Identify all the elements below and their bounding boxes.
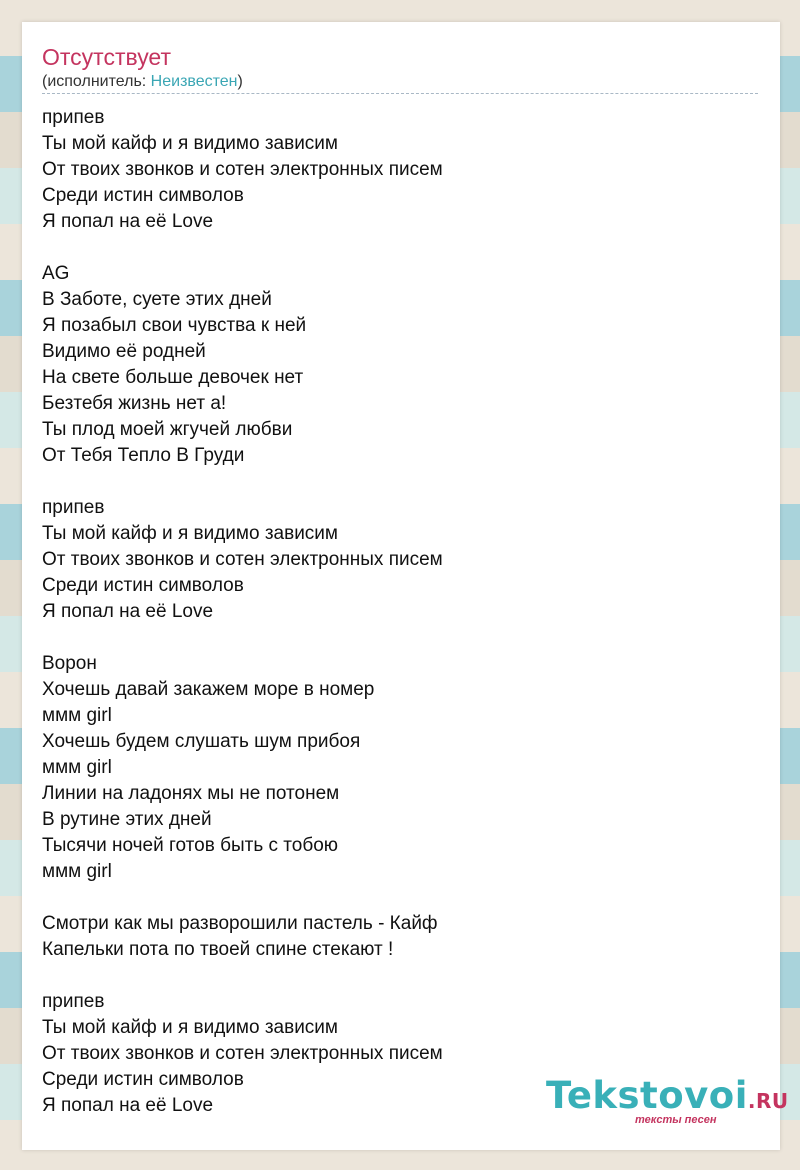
lyric-line: В Заботе, суете этих дней xyxy=(42,289,272,310)
artist-prefix: (исполнитель: xyxy=(42,73,151,90)
lyric-line: Ты мой кайф и я видимо зависим xyxy=(42,523,338,544)
lyric-line: Среди истин символов xyxy=(42,185,244,206)
lyric-line: Я позабыл свои чувства к ней xyxy=(42,315,307,336)
lyric-line: Хочешь давай закажем море в номер xyxy=(42,679,375,700)
artist-name-link[interactable]: Неизвестен xyxy=(150,73,238,90)
lyric-line: Среди истин символов xyxy=(42,1069,244,1090)
lyric-line: Я попал на её Love xyxy=(42,601,214,622)
artist-line xyxy=(42,72,243,92)
lyric-line: Среди истин символов xyxy=(42,575,244,596)
lyric-line: Безтебя жизнь нет а! xyxy=(42,393,227,414)
lyric-line: Линии на ладонях мы не потонем xyxy=(42,783,340,804)
logo-name: Tekstovoi xyxy=(546,1074,748,1117)
lyric-line: Я попал на её Love xyxy=(42,1095,214,1116)
lyric-line: На свете больше девочек нет xyxy=(42,367,304,388)
lyrics-card xyxy=(22,22,780,1150)
lyric-line: AG xyxy=(42,263,70,284)
song-title: Отсутствует xyxy=(42,44,171,70)
logo-tagline: тексты песен xyxy=(635,1114,717,1126)
lyric-line: ммм girl xyxy=(42,861,112,882)
lyric-line: припев xyxy=(42,991,105,1012)
lyric-line xyxy=(42,625,742,651)
lyric-line: Ты плод моей жгучей любви xyxy=(42,419,293,440)
lyrics-body xyxy=(42,105,742,1119)
lyric-line: Ты мой кайф и я видимо зависим xyxy=(42,1017,338,1038)
lyric-line: Капельки пота по твоей спине стекают ! xyxy=(42,939,394,960)
lyric-line: Ты мой кайф и я видимо зависим xyxy=(42,133,338,154)
lyric-line: ммм girl xyxy=(42,705,112,726)
lyric-line: От твоих звонков и сотен электронных писем xyxy=(42,159,443,180)
lyric-line: От твоих звонков и сотен электронных писем xyxy=(42,1043,443,1064)
lyric-line: От твоих звонков и сотен электронных писем xyxy=(42,549,443,570)
logo-tld: .RU xyxy=(747,1089,789,1113)
lyric-line xyxy=(42,469,742,495)
lyric-line: В рутине этих дней xyxy=(42,809,212,830)
artist-suffix: ) xyxy=(237,73,243,90)
lyric-line: Хочешь будем слушать шум прибоя xyxy=(42,731,361,752)
lyric-line xyxy=(42,963,742,989)
lyric-line xyxy=(42,885,742,911)
divider xyxy=(42,93,758,94)
lyric-line: Смотри как мы разворошили пастель - Кайф xyxy=(42,913,438,934)
lyric-line xyxy=(42,235,742,261)
lyric-line: припев xyxy=(42,497,105,518)
lyric-line: От Тебя Тепло В Груди xyxy=(42,445,245,466)
lyric-line: Видимо её родней xyxy=(42,341,206,362)
lyric-line: припев xyxy=(42,107,105,128)
lyric-line: Ворон xyxy=(42,653,97,674)
lyric-line: ммм girl xyxy=(42,757,112,778)
lyric-line: Тысячи ночей готов быть с тобою xyxy=(42,835,339,856)
lyric-line: Я попал на её Love xyxy=(42,211,214,232)
